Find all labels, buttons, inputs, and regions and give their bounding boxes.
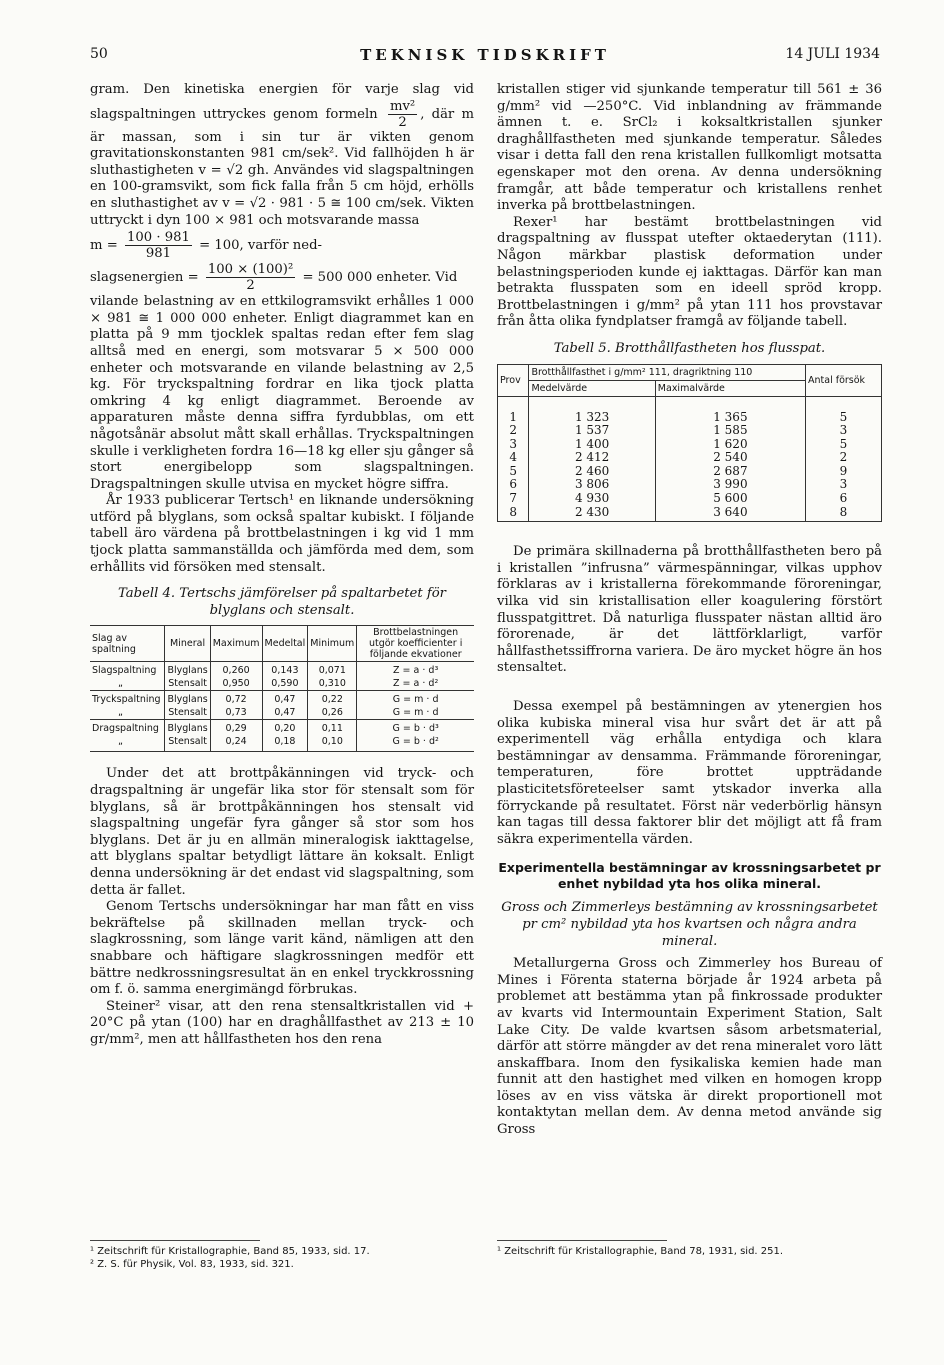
table-header: Medelvärde xyxy=(529,380,655,396)
table-5 xyxy=(497,364,882,523)
section-heading: Experimentella bestämningar av krossningsarbetet pr enhet nybildad yta hos olika mineral. xyxy=(498,860,881,892)
table-4 xyxy=(90,625,474,752)
table-row: 3 1 400 1 620 5 xyxy=(498,438,882,452)
left-column xyxy=(90,82,474,1049)
footnote-rule xyxy=(90,1240,260,1241)
paragraph: De primära skillnaderna på brotthållfastheten bero på i kristallen ”infrusna” värmespänningar, vilkas upphov förklaras av i kristallerna förekommande föroreningar, vilka vid sin kristallisation eller koagulering förstört flusspatgittret. Då naturliga flusspater nästan alltid äro förorenade, är det lättförklarligt, varför hållfasthetssiffrorna variera. De äro mycket högre än hos stensaltet. xyxy=(497,544,882,676)
table-header: Brotthållfasthet i g/mm² 111, dragriktning 110 xyxy=(529,364,806,380)
equation-energy: slagsenergien = $\frac{\text{100 × (100)²}}{2}$ = 500 000 enheter. Vid xyxy=(90,262,458,294)
table-row: 4 2 412 2 540 2 xyxy=(498,451,882,465)
table-header: Brottbelastningen utgör koefficienter i följande ekvationer xyxy=(357,626,474,662)
table-header: Medeltal xyxy=(262,626,308,662)
table4-caption: Tabell 4. Tertschs jämförelser på spaltarbetet för blyglans och stensalt. xyxy=(118,586,446,618)
table-row: 5 2 460 2 687 9 xyxy=(498,465,882,479)
equation-mass: m = $\frac{100 \cdot 981}{981}$ = 100, varför ned- xyxy=(90,230,323,262)
table-header: Antal försök xyxy=(806,364,882,396)
table-header: Maximalvärde xyxy=(655,380,805,396)
paragraph: gram. Den kinetiska energien för varje slag vid slagspaltningen uttryckes genom formeln $\frac{\text{mv²}}{2}$ , där m är massan, som i sin tur är vikten genom gravitationskonstanten 981 cm/sek². Vid fallhöjden h är sluthastigheten v = √2 gh. Användes vid slagspaltningen en 100-gramsvikt, som fick falla från 5 cm höjd, erhölls en sluthastighet av v = √2 · 981 · 5 ≅ 100 cm/sek. Vikten uttryckt i dyn 100 × 981 och motsvarande massa xyxy=(90,82,474,228)
table-header: Maximum xyxy=(210,626,262,662)
table-row: „ Stensalt 0,73 0,47 0,26 G = m · d xyxy=(90,706,474,720)
table-row: 8 2 430 3 640 8 xyxy=(498,506,882,522)
table-row: Dragspaltning Blyglans 0,29 0,20 0,11 G = b · d³ xyxy=(90,720,474,736)
table-row: 6 3 806 3 990 3 xyxy=(498,478,882,492)
paragraph: År 1933 publicerar Tertsch¹ en liknande undersökning utförd på blyglans, som också spaltar kubiskt. I följande tabell äro värdena på brottbelastningen i kg vid 1 mm tjock platta sammanställda och jämförda med dem, som erhållits vid försöken med stensalt. xyxy=(90,493,474,575)
paragraph: Rexer¹ har bestämt brottbelastningen vid dragspaltning av flusspat utefter oktaederytan (111). Någon märkbar plastisk deformation under belastningsperioden kunde ej iakttagas. Därför kan man betrakta flusspaten som en ideell spröd kropp. Brottbelastningen i g/mm² på ytan 111 hos provstavar från åtta olika fyndplatser framgå av följande tabell. xyxy=(497,214,882,330)
table5-caption: Tabell 5. Brotthållfastheten hos flusspat. xyxy=(553,340,826,356)
section-subheading: Gross och Zimmerleys bestämning av krossningsarbetet pr cm² nybildad yta hos kvartsen och några andra mineral. xyxy=(501,900,878,949)
footnote-rule xyxy=(497,1240,667,1241)
table-row: 2 1 537 1 585 3 xyxy=(498,424,882,438)
table-header: Minimum xyxy=(308,626,357,662)
paragraph: kristallen stiger vid sjunkande temperatur till 561 ± 36 g/mm² vid —250°C. Vid inblandning av främmande ämnen t. e. SrCl₂ i koksaltkristallen sjunker draghållfastheten med sjunkande temperatur. Således visar i detta fall den rena kristallen fullkomligt motsatta egenskaper mot den orena. Av denna undersökning framgår, att både temperatur och kristallens renhet inverka på brottbelastningen. xyxy=(497,82,882,214)
table-header: Mineral xyxy=(165,626,210,662)
paragraph: Under det att brottpåkänningen vid tryck- och dragspaltning är ungefär lika stor för stensalt som för blyglans, så är brottpåkänningen hos stensalt vid slagspaltning ungefär fyra gånger så stor som hos blyglans. Det är ju en allmän mineralogisk iakttagelse, att blyglans spaltar betydligt lättare än koksalt. Enligt denna undersökning är det endast vid slagspaltning, som detta är fallet. xyxy=(90,766,474,898)
table-header: Prov xyxy=(498,364,529,396)
right-column xyxy=(497,82,882,1139)
page-number: 50 xyxy=(90,46,108,62)
footnote: ¹ Zeitschrift für Kristallographie, Band 78, 1931, sid. 251. xyxy=(497,1246,784,1257)
table-row: Tryckspaltning Blyglans 0,72 0,47 0,22 G = m · d xyxy=(90,691,474,707)
table-row: „ Stensalt 0,950 0,590 0,310 Z = a · d² xyxy=(90,677,474,691)
formula-fraction: $\frac{\text{mv²}}{2}$ xyxy=(389,98,416,130)
page-header xyxy=(90,46,880,68)
paragraph: Metallurgerna Gross och Zimmerley hos Bureau of Mines i Förenta staterna började år 1924 arbeta på problemet att bestämma ytan på finkrossade produkter av kvarts vid Intermountain Experiment Station, Salt Lake City. De valde kvartsen såsom arbetsmaterial, därför att större mängder av det rena mineralet voro lätt anskaffbara. Inom den fysikaliska kemien hade man funnit att den hastighet med vilken en homogen kropp löses av en viss vätska är direkt proportionell mot kontaktytan mellan dem. Av denna metod använde sig Gross xyxy=(497,956,882,1138)
paragraph: Steiner² visar, att den rena stensaltkristallen vid + 20°C på ytan (100) har en draghållfasthet av 213 ± 10 gr/mm², men att hållfastheten hos den rena xyxy=(90,998,474,1047)
footnotes-left xyxy=(90,1245,474,1271)
footnote: ¹ Zeitschrift für Kristallographie, Band 85, 1933, sid. 17. xyxy=(90,1246,370,1257)
journal-title: TEKNISK TIDSKRIFT xyxy=(360,46,610,64)
paragraph: vilande belastning av en ettkilogramsvikt erhålles 1 000 × 981 ≅ 1 000 000 enheter. Enligt diagrammet kan en platta på 9 mm tjocklek spaltas redan efter fem slag alltså med en energi, som motsvarar 5 × 500 000 enheter och motsvarande en vilande belastning av 2,5 kg. För tryckspaltning fordrar en lika tjock platta omkring 4 kg enligt diagrammet. Beroende av apparaturen måste denna siffra fyrdubblas, om ett någotsånär absolut mått skall erhållas. Tryckspaltningen skulle i verkligheten fordra 16—18 kg eller sju gånger så stort energibelopp som slagspaltningen. Dragspaltningen skulle utvisa en mycket högre siffra. xyxy=(90,294,474,492)
table-row: „ Stensalt 0,24 0,18 0,10 G = b · d² xyxy=(90,735,474,752)
paragraph: Genom Tertschs undersökningar har man fått en viss bekräftelse på skillnaden mellan tryck- och slagkrossning, som länge varit känd, nämligen att den snabbare och häftigare slagkrossningen medför ett bättre nedkrossningsresultat än en enkel tryckkrossning om f. ö. samma energimängd förbrukas. xyxy=(90,899,474,998)
footnote: ² Z. S. für Physik, Vol. 83, 1933, sid. 321. xyxy=(90,1259,294,1270)
table-row: 7 4 930 5 600 6 xyxy=(498,492,882,506)
footnotes-right xyxy=(497,1245,882,1258)
paragraph: Dessa exempel på bestämningen av ytenergien hos olika kubiska mineral visa hur svårt det är att på experimentell väg erhålla entydiga och klara bestämningar av densamma. Främmande föroreningar, temperaturen, före brottet uppträdande plasticitetsföreteelser samt ytskador inverka alla förryckande på resultatet. Först när vederbörlig hänsyn kan tagas till dessa faktorer blir det möjligt att få fram säkra experimentella värden. xyxy=(497,699,882,847)
issue-date: 14 JULI 1934 xyxy=(785,46,880,62)
table-row: 1 1 323 1 365 5 xyxy=(498,396,882,424)
table-header: Slag av spaltning xyxy=(92,632,136,655)
table-row: Slagspaltning Blyglans 0,260 0,143 0,071 Z = a · d³ xyxy=(90,662,474,678)
